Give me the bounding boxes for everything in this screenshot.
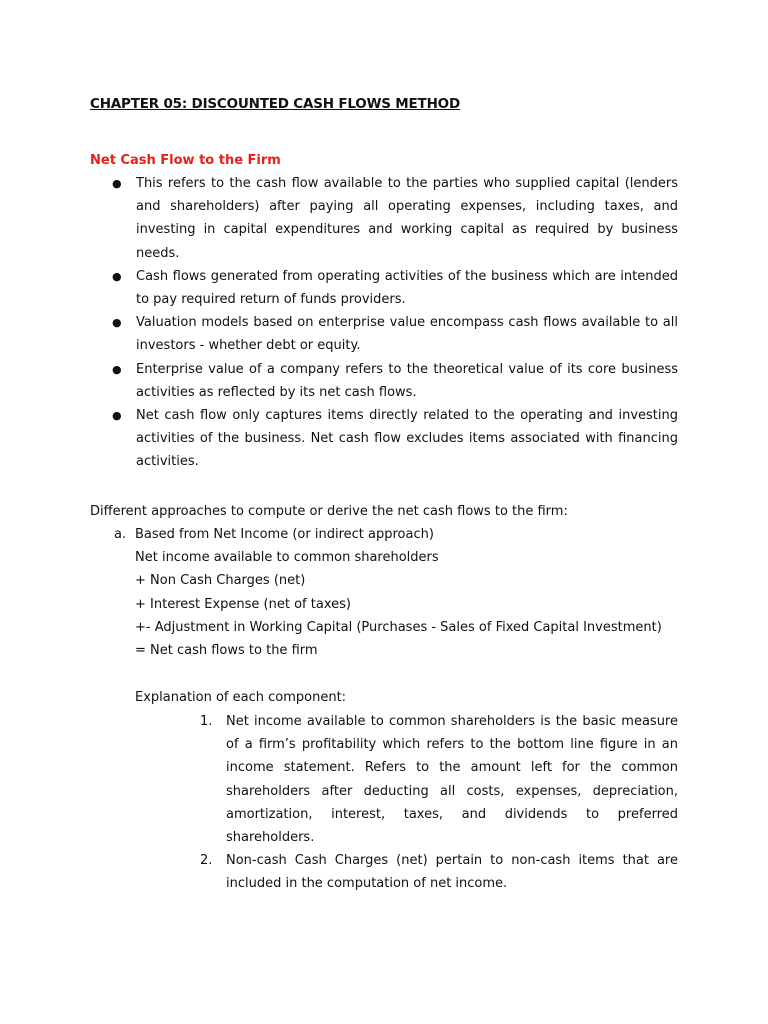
bullet-text: This refers to the cash flow available to the parties who supplied capital (lenders and shareholders) after paying all operating expenses, including taxes, and investing in capital expenditures and working capital as required by business needs. [136, 176, 678, 261]
formula-result: = Net cash flows to the firm [135, 642, 318, 658]
bullet-item [110, 404, 678, 474]
bullet-text: Net cash flow only captures items directly related to the operating and investing activities of the business. Net cash flow excludes items associated with financing activities. [136, 408, 678, 470]
item-number: 2. [200, 853, 213, 869]
formula-line: +- Adjustment in Working Capital (Purchases - Sales of Fixed Capital Investment) [135, 619, 662, 635]
bullet-text: Cash flows generated from operating activities of the business which are intended to pay required return of funds providers. [136, 268, 678, 308]
formula-lines [135, 523, 662, 662]
formula-line: + Interest Expense (net of taxes) [135, 596, 351, 612]
chapter-title: CHAPTER 05: DISCOUNTED CASH FLOWS METHOD [90, 96, 460, 112]
bullet-item [110, 265, 678, 311]
numbered-item [200, 849, 678, 895]
bullet-text: Valuation models based on enterprise value encompass cash flows available to all investors - whether debt or equity. [136, 315, 678, 354]
item-text: Non-cash Cash Charges (net) pertain to non-cash items that are included in the computation of net income. [226, 853, 678, 892]
bullet-icon: ● [112, 316, 122, 330]
formula-line: Net income available to common shareholders [135, 550, 439, 566]
item-number: 1. [200, 714, 213, 729]
section-heading: Net Cash Flow to the Firm [90, 153, 281, 168]
approaches-intro: Different approaches to compute or derive the net cash flows to the firm: [90, 504, 568, 519]
explanation-heading: Explanation of each component: [135, 690, 347, 705]
bullet-item [110, 358, 678, 404]
bullet-list [110, 172, 678, 474]
bullet-item [110, 311, 678, 357]
bullet-item [110, 172, 678, 265]
bullet-icon: ● [112, 269, 122, 283]
bullet-text: Enterprise value of a company refers to the theoretical value of its core business activities as reflected by its net cash flows. [136, 361, 678, 400]
bullet-icon: ● [112, 177, 122, 190]
approach-title: Based from Net Income (or indirect approach) [135, 527, 434, 542]
bullet-icon: ● [112, 409, 122, 423]
numbered-list [200, 710, 678, 896]
numbered-item [200, 710, 678, 849]
approach-marker: a. [114, 527, 127, 542]
formula-line: + Non Cash Charges (net) [135, 573, 306, 589]
item-text: Net income available to common shareholders is the basic measure of a firm’s profitability which refers to the bottom line figure in an income statement. Refers to the amount left for the common shareholders after deducting all costs, expenses, depreciation, amortization, interest, taxes, and dividends to preferred shareholders. [226, 714, 678, 846]
bullet-icon: ● [112, 362, 122, 376]
